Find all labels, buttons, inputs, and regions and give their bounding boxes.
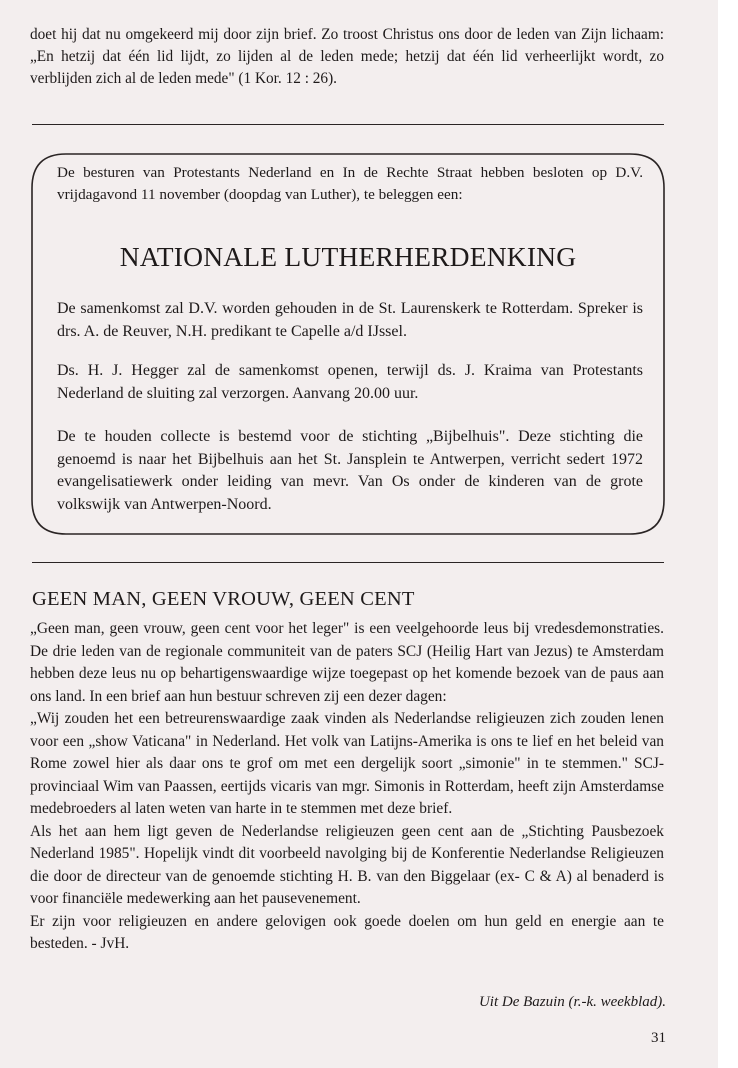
notice-paragraph: Ds. H. J. Hegger zal de samenkomst openen, terwijl ds. J. Kraima van Protestants Nederland de sluiting zal verzorgen. Aanvang 20.00 uur.	[57, 362, 643, 402]
article-paragraph: „Wij zouden het een betreurenswaardige zaak vinden als Nederlandse religieuzen zich zouden lenen voor een „show Vaticana" in Nederland. Het volk van Latijns-Amerika is ons te lief en het beleid van Rome zowel hier als daar ons te grof om met een dergelijk soort „simonie" in te stemmen." SCJ-provinciaal Wim van Paassen, eertijds vicaris van mgr. Simonis in Rotterdam, heeft zijn Amsterdamse medebroeders al laten weten van harte in te stemmen met deze brief.	[30, 710, 664, 817]
page-edge	[718, 0, 738, 1068]
notice-headline: NATIONALE LUTHERHERDENKING	[119, 241, 577, 272]
article-paragraph: „Geen man, geen vrouw, geen cent voor het leger" is een veelgehoorde leus bij vredesdemonstraties. De drie leden van de regionale communiteit van de paters SCJ (Heilig Hart van Jezus) te Amsterdam hebben deze leus nu op behartigenswaardige wijze toegepast op het komende bezoek van de paus aan ons land. In een brief aan hun bestuur schreven zij een dezer dagen:	[30, 620, 664, 705]
divider-middle	[32, 562, 664, 563]
article-body	[30, 618, 664, 956]
notice-paragraph: De te houden collecte is bestemd voor de stichting „Bijbelhuis". Deze stichting die genoemd is naar het Bijbelhuis aan het St. Jansplein te Antwerpen, verricht sedert 1972 evangelisatiewerk onder leiding van mevr. Van Os onder de kinderen van de grote volkswijk van Antwerpen-Noord.	[57, 428, 643, 513]
article-paragraph: Als het aan hem ligt geven de Nederlandse religieuzen geen cent aan de „Stichting Pausbezoek Nederland 1985". Hopelijk vindt dit voorbeeld navolging bij de Konferentie Nederlandse Religieuzen die door de directeur van de genoemde stichting H. B. van den Biggelaar (ex- C & A) al benaderd is voor financiële medewerking aan het pausevenement.	[30, 822, 664, 907]
article-title: GEEN MAN, GEEN VROUW, GEEN CENT	[32, 588, 415, 610]
article-source: Uit De Bazuin (r.-k. weekblad).	[478, 994, 666, 1010]
notice-paragraph: De samenkomst zal D.V. worden gehouden in de St. Laurenskerk te Rotterdam. Spreker is drs. A. de Reuver, N.H. predikant te Capelle a/d IJssel.	[57, 300, 643, 340]
notice-box	[30, 148, 666, 540]
top-paragraph: doet hij dat nu omgekeerd mij door zijn brief. Zo troost Christus ons door de leden van Zijn lichaam: „En hetzij dat één lid lijdt, zo lijden al de leden mede; hetzij dat één lid verheerlijkt wordt, zo verblijden zich al de leden mede" (1 Kor. 12 : 26).	[30, 26, 664, 88]
article-paragraph: Er zijn voor religieuzen en andere gelovigen ook goede doelen om hun geld en energie aan te besteden. - JvH.	[30, 912, 664, 952]
divider-top	[32, 124, 664, 125]
notice-intro: De besturen van Protestants Nederland en In de Rechte Straat hebben besloten op D.V. vrijdagavond 11 november (doopdag van Luther), te beleggen een:	[57, 164, 643, 203]
page-number: 31	[651, 1030, 666, 1046]
